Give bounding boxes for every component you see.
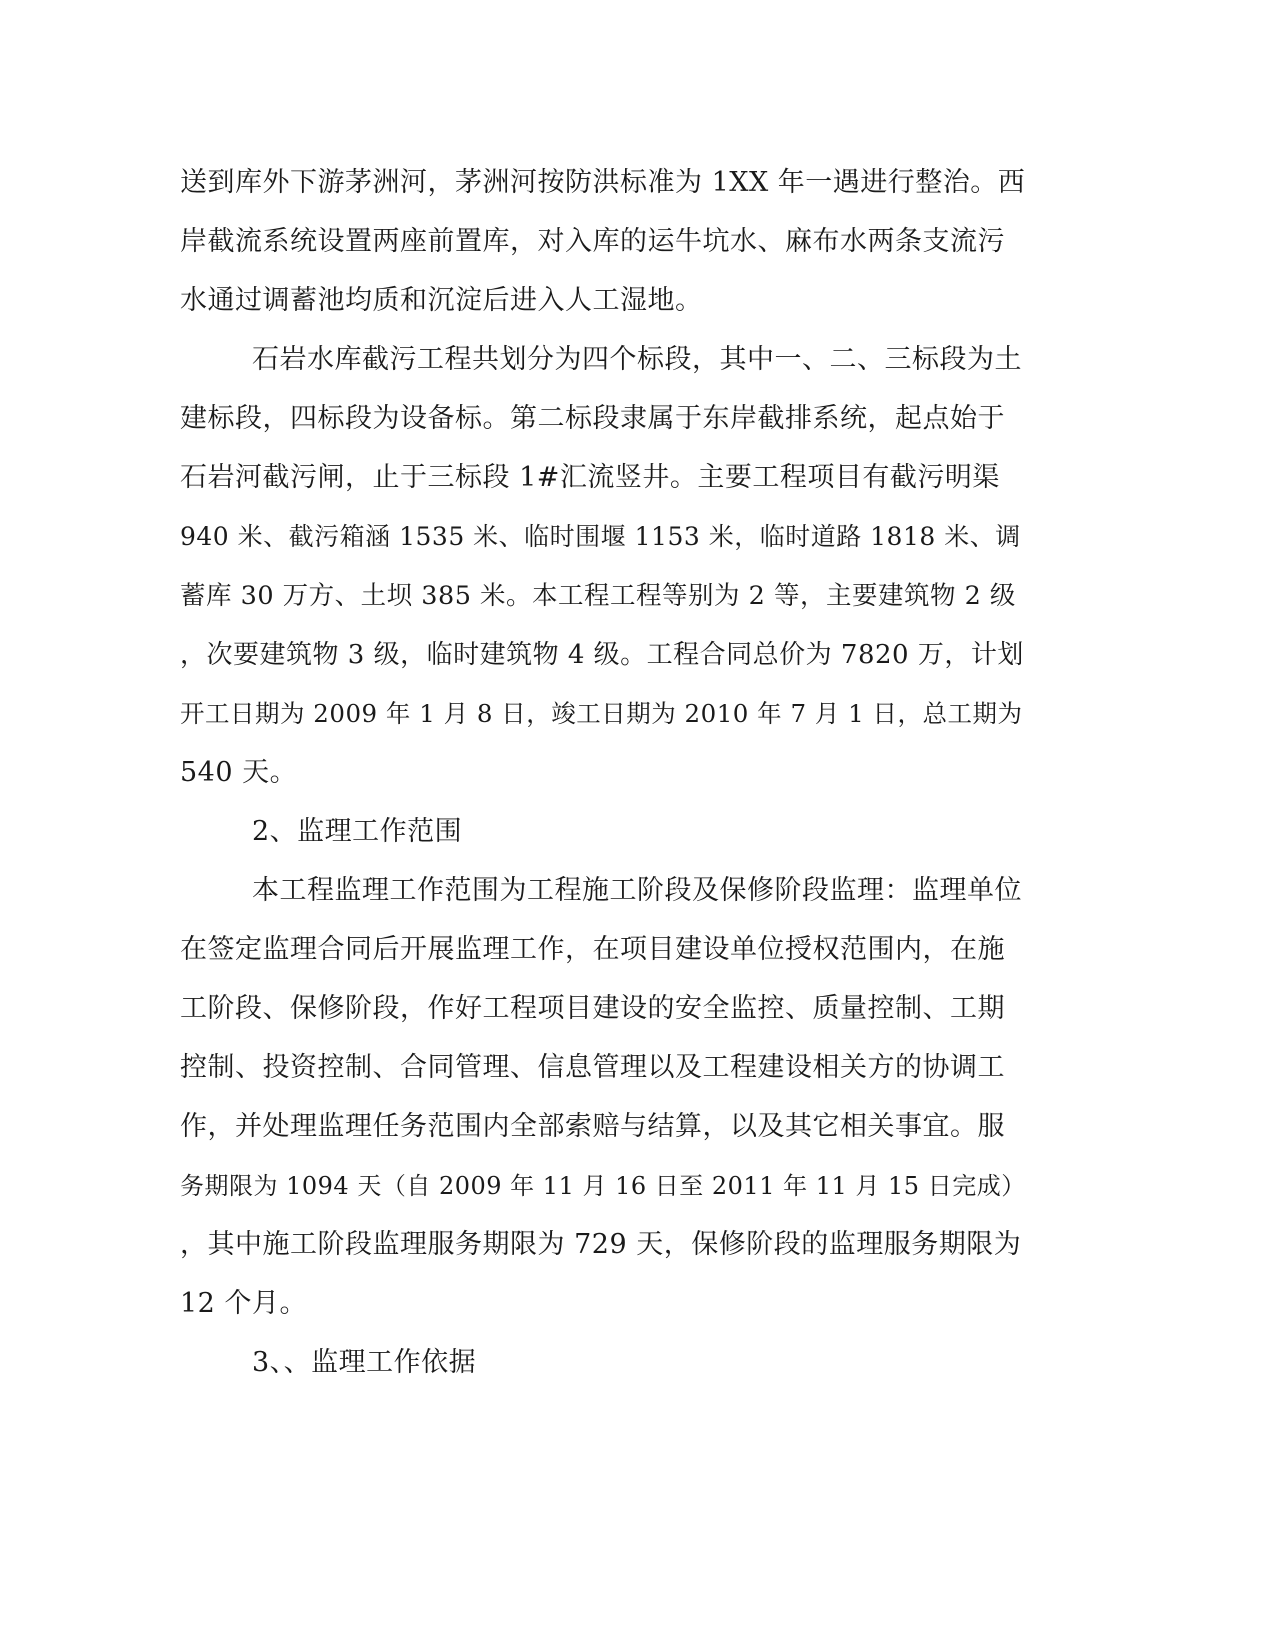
body-text-line: 蓄库 30 万方、土坝 385 米。本工程工程等别为 2 等，主要建筑物 2 级 (180, 581, 1016, 611)
body-text-line: ，其中施工阶段监理服务期限为 729 天，保修阶段的监理服务期限为 (180, 1229, 1022, 1260)
body-text-line: 12 个月。 (180, 1288, 307, 1319)
body-text-line: 务期限为 1094 天（自 2009 年 11 月 16 日至 2011 年 11 月 15 日完成） (180, 1172, 1026, 1200)
body-text-line: 控制、投资控制、合同管理、信息管理以及工程建设相关方的协调工 (180, 1052, 1005, 1083)
body-text-line: 作，并处理监理任务范围内全部索赔与结算，以及其它相关事宜。服 (180, 1111, 1005, 1142)
body-text-line: 540 天。 (180, 757, 298, 788)
section-heading: 2、监理工作范围 (252, 816, 463, 847)
body-text-line: 建标段，四标段为设备标。第二标段隶属于东岸截排系统，起点始于 (180, 403, 1005, 434)
body-text-line: 送到库外下游茅洲河，茅洲河按防洪标准为 1XX 年一遇进行整治。西 (180, 167, 1026, 198)
section-heading: 3、、监理工作依据 (252, 1347, 477, 1378)
body-text-line: 开工日期为 2009 年 1 月 8 日，竣工日期为 2010 年 7 月 1 日，总工期为 (180, 699, 1023, 728)
body-text-line: 石岩水库截污工程共划分为四个标段，其中一、二、三标段为土 (252, 344, 1022, 375)
body-text-line: 石岩河截污闸，止于三标段 1#汇流竖井。主要工程项目有截污明渠 (180, 462, 1000, 493)
body-text-line: ，次要建筑物 3 级，临时建筑物 4 级。工程合同总价为 7820 万，计划 (180, 640, 1024, 670)
body-text-line: 岸截流系统设置两座前置库，对入库的运牛坑水、麻布水两条支流污 (180, 226, 1005, 257)
body-text-line: 工阶段、保修阶段，作好工程项目建设的安全监控、质量控制、工期 (180, 993, 1005, 1024)
body-text-line: 在签定监理合同后开展监理工作，在项目建设单位授权范围内，在施 (180, 934, 1005, 965)
body-text-line: 940 米、截污箱涵 1535 米、临时围堰 1153 米，临时道路 1818 米、调 (180, 522, 1021, 551)
body-text-line: 本工程监理工作范围为工程施工阶段及保修阶段监理：监理单位 (252, 875, 1022, 906)
body-text-line: 水通过调蓄池均质和沉淀后进入人工湿地。 (180, 285, 703, 316)
